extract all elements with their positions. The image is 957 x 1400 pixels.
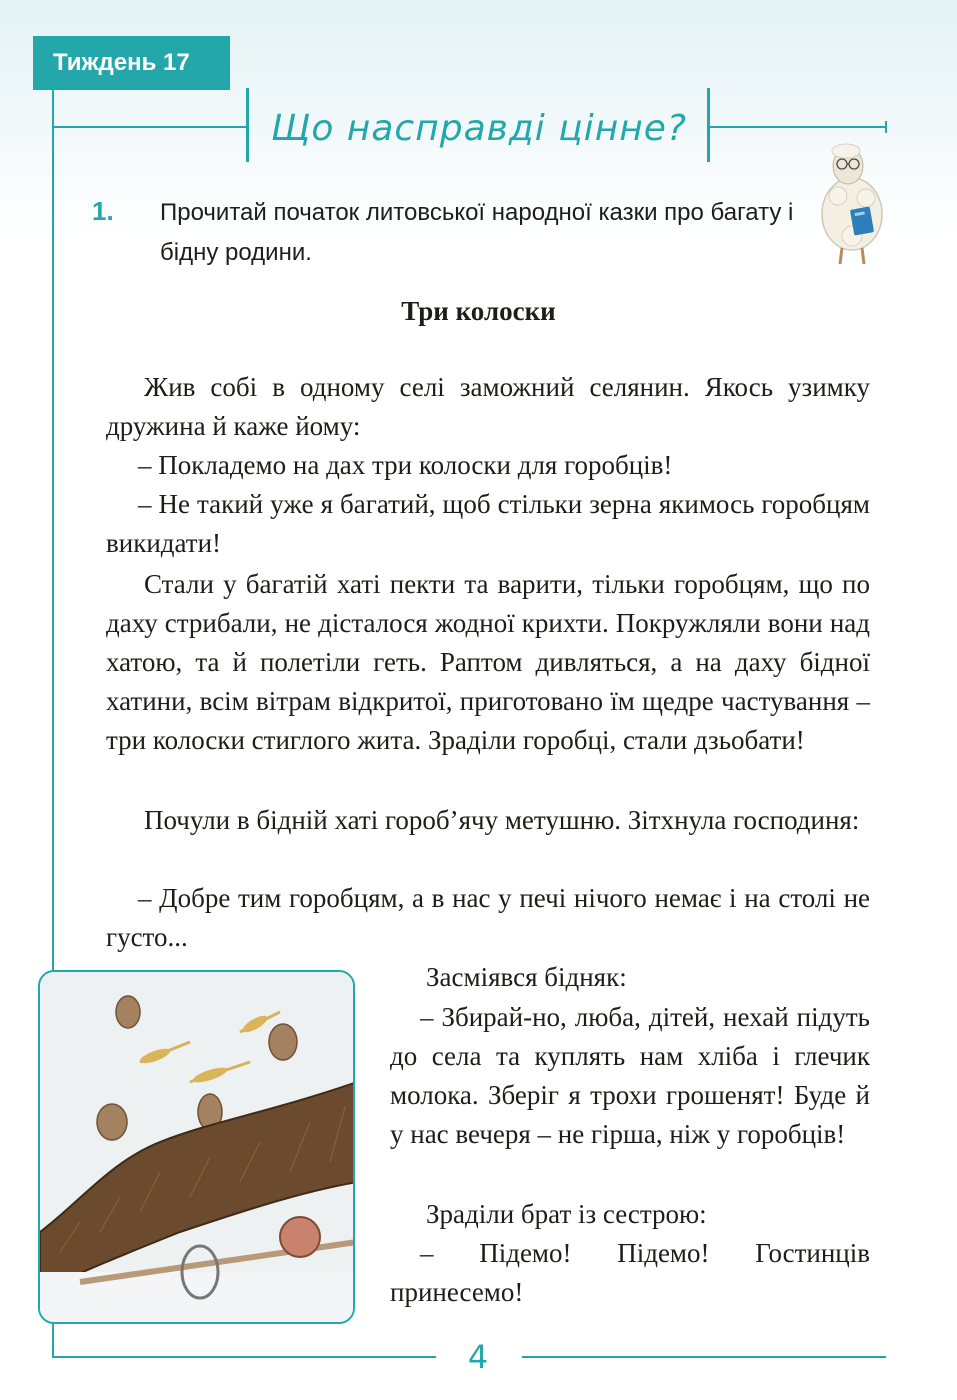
story-paragraph: Засміявся бідняк: bbox=[426, 962, 627, 992]
title-bracket-left bbox=[246, 88, 249, 162]
page-number: 4 bbox=[467, 1338, 489, 1376]
page-title: Що насправді цінне? bbox=[270, 108, 688, 149]
sparrows-on-roof-image bbox=[40, 972, 355, 1324]
story-title: Три колоски bbox=[401, 296, 556, 326]
story-paragraph: – Покладемо на дах три колоски для горобців! bbox=[138, 450, 673, 480]
story-paragraph: – Добре тим горобцям, а в нас у печі нічого немає і на столі не густо... bbox=[106, 883, 870, 952]
title-bracket-right bbox=[707, 88, 710, 162]
sheep-reading-icon bbox=[808, 136, 892, 268]
task-number: 1. bbox=[92, 196, 114, 226]
story-paragraph: – Підемо! Підемо! Гостинців принесемо! bbox=[390, 1238, 870, 1307]
story-paragraph: Жив собі в одному селі заможний селянин. Якось узимку дружина й каже йому: bbox=[106, 372, 870, 441]
story-paragraph: Зраділи брат із сестрою: bbox=[426, 1199, 707, 1229]
story-paragraph: – Збирай-но, люба, дітей, нехай підуть до села та куплять нам хліба і глечик молока. Зберіг я трохи грошенят! Буде й у нас вечеря – не гірша, ніж у горобців! bbox=[390, 1002, 870, 1149]
title-rule-left bbox=[52, 126, 248, 128]
story-paragraph: Почули в бідній хаті гороб’ячу метушню. Зітхнула господиня: bbox=[144, 805, 860, 835]
footer-rule-left bbox=[52, 1356, 436, 1358]
footer-rule-right bbox=[522, 1356, 886, 1358]
story-illustration bbox=[38, 970, 355, 1324]
task-instruction: Прочитай початок литовської народної казки про багату і бідну родини. bbox=[160, 199, 794, 266]
week-label: Тиждень 17 bbox=[33, 36, 230, 90]
story-paragraph: Стали у багатій хаті пекти та варити, тільки горобцям, що по даху стрибали, не дісталося жодної крихти. Покружляли вони над хатою, та й полетіли геть. Раптом дивляться, а на даху бідної хатини, всім вітрам відкритої, приготовано їм щедре частування – три колоски стиглого жита. Зраділи горобці, стали дзьобати! bbox=[106, 569, 870, 755]
story-paragraph: – Не такий уже я багатий, щоб стільки зерна якимось горобцям викидати! bbox=[106, 489, 870, 558]
title-rule-right bbox=[709, 126, 887, 128]
title-rule-right-tick bbox=[885, 121, 887, 133]
